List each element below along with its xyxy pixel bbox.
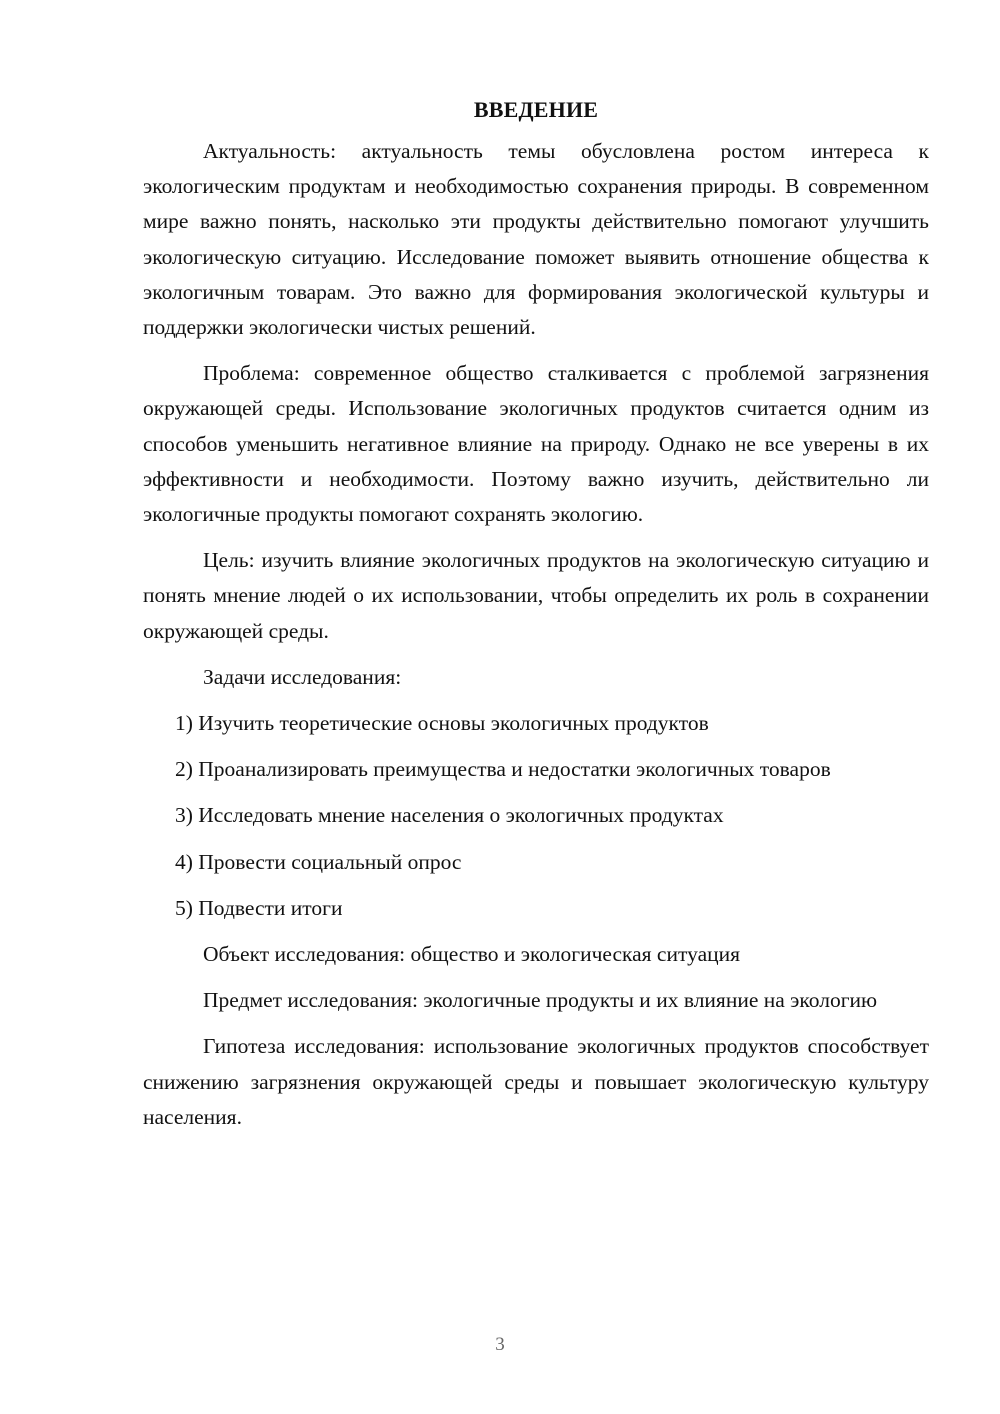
tasks-heading: Задачи исследования: xyxy=(203,664,402,689)
task-item-1: 1) Изучить теоретические основы экологичных продуктов xyxy=(175,711,709,736)
paragraph-problem: Проблема: современное общество сталкивается с проблемой загрязнения окружающей среды. Использование экологичных продуктов считается одним из способов уменьшить негативное влияние на природу. Однако не все уверены в их эффективности и необходимости. Поэтому важно изучить, действительно ли экологичные продукты помогают сохранять экологию. xyxy=(143,361,929,527)
paragraph-subject: Предмет исследования: экологичные продукты и их влияние на экологию xyxy=(203,988,878,1013)
paragraph-goal: Цель: изучить влияние экологичных продуктов на экологическую ситуацию и понять мнение людей о их использовании, чтобы определить их роль в сохранении окружающей среды. xyxy=(143,548,929,643)
task-item-2: 2) Проанализировать преимущества и недостатки экологичных товаров xyxy=(175,757,831,782)
paragraph-relevance: Актуальность: актуальность темы обусловлена ростом интереса к экологическим продуктам и необходимостью сохранения природы. В современном мире важно понять, насколько эти продукты действительно помогают улучшить экологическую ситуацию. Исследование поможет выявить отношение общества к экологичным товарам. Это важно для формирования экологической культуры и поддержки экологически чистых решений. xyxy=(143,139,929,340)
paragraph-object: Объект исследования: общество и экологическая ситуация xyxy=(203,942,741,967)
page-number: 3 xyxy=(495,1334,505,1355)
document-page xyxy=(143,92,929,1135)
task-item-3: 3) Исследовать мнение населения о экологичных продуктах xyxy=(175,803,724,828)
paragraph-hypothesis: Гипотеза исследования: использование экологичных продуктов способствует снижению загрязнения окружающей среды и повышает экологическую культуру населения. xyxy=(143,1034,929,1129)
section-title: ВВЕДЕНИЕ xyxy=(473,97,599,122)
task-item-4: 4) Провести социальный опрос xyxy=(175,849,462,874)
task-item-5: 5) Подвести итоги xyxy=(175,895,343,920)
